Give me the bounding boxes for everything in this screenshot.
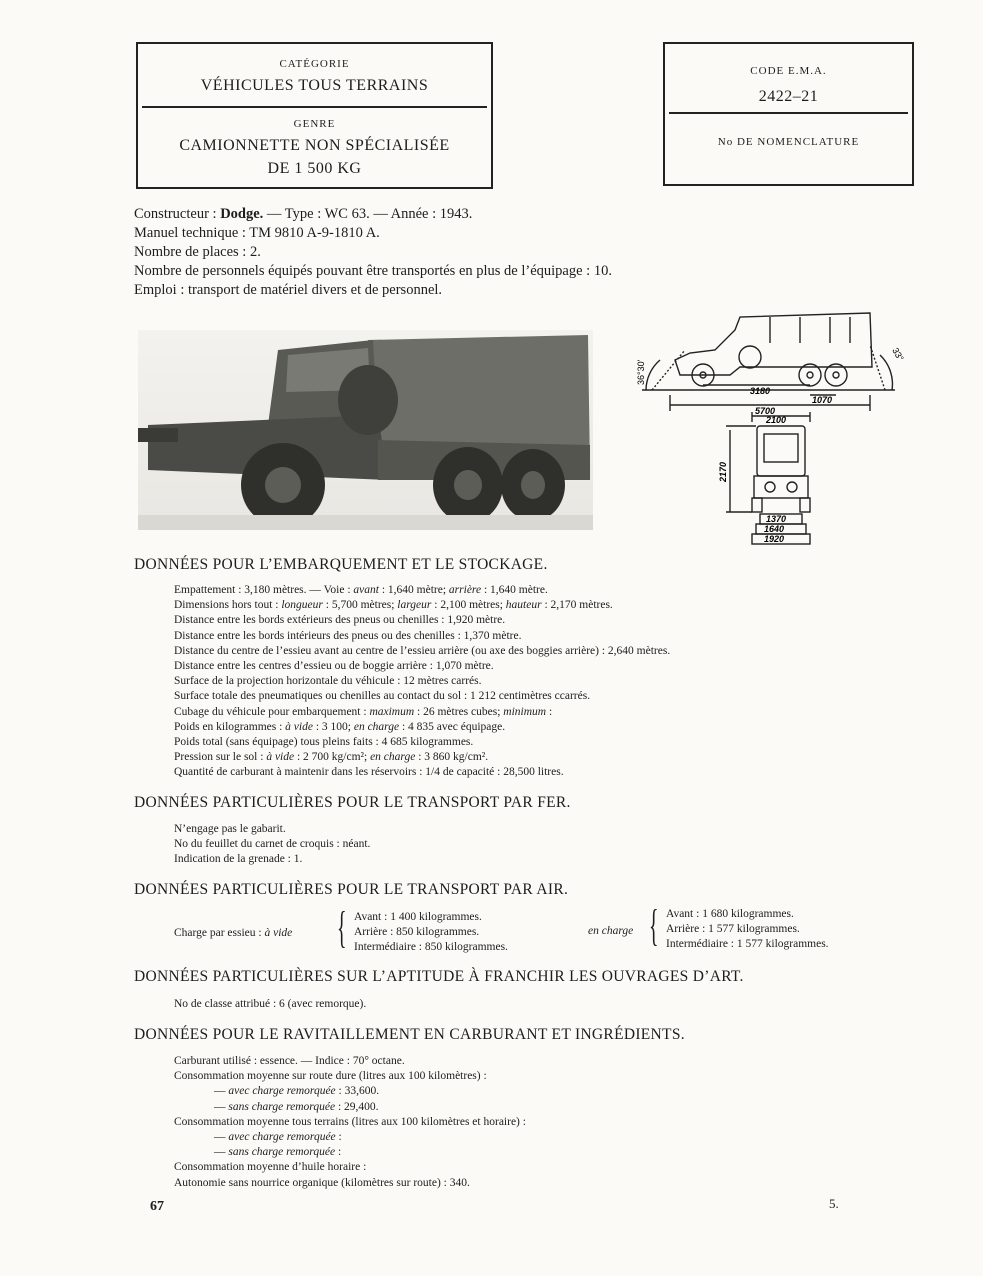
code-box — [663, 42, 914, 186]
sketch-sheet-row: No du feuillet du carnet de croquis : néant. — [174, 838, 371, 851]
total-weight-row: Poids total (sans équipage) tous pleins faits : 4 685 kilogrammes. — [174, 736, 474, 749]
page-number-right: 5. — [829, 1196, 839, 1211]
code-label: CODE E.M.A. — [750, 65, 827, 77]
code-value: 2422–21 — [758, 88, 819, 105]
terrain-consumption-row: Consommation moyenne tous terrains (litres aux 100 kilomètres et horaire) : — [174, 1115, 526, 1128]
section-embarkation-body — [174, 583, 670, 781]
empty-rear: Arrière : 850 kilogrammes. — [354, 926, 480, 939]
fuel-quantity-row: Quantité de carburant à maintenir dans les réservoirs : 1/4 de capacité : 28,500 litres. — [174, 766, 564, 779]
section-title-fuel: DONNÉES POUR LE RAVITAILLEMENT EN CARBURANT ET INGRÉDIENTS. — [134, 1026, 685, 1043]
section-title-embarkation: DONNÉES POUR L’EMBARQUEMENT ET LE STOCKAGE. — [134, 556, 548, 573]
contact-surface-row: Surface totale des pneumatiques ou chenilles au contact du sol : 1 212 centimètres ccarrés. — [174, 690, 591, 703]
grenade-row: Indication de la grenade : 1. — [174, 853, 303, 866]
bogie-distance-row: Distance entre les centres d’essieu ou de boggie arrière : 1,070 mètre. — [174, 660, 494, 673]
category-value: VÉHICULES TOUS TERRAINS — [200, 77, 429, 94]
divider — [669, 112, 908, 114]
brace-loaded: { — [649, 901, 659, 950]
divider — [142, 106, 487, 108]
side-view-diagram — [630, 305, 906, 420]
constructor-label: Constructeur : — [134, 206, 221, 222]
terrain-without-trailer-row: — sans charge remorquée : — [214, 1146, 342, 1159]
page-number-left: 67 — [150, 1199, 164, 1214]
road-without-trailer-row: — sans charge remorquée : 29,400. — [214, 1100, 379, 1113]
gauge-row: N’engage pas le gabarit. — [174, 823, 286, 835]
angle-front-label: 36°30' — [636, 359, 646, 385]
loaded-rear: Arrière : 1 577 kilogrammes. — [666, 923, 800, 936]
terrain-with-trailer-row: — avec charge remorquée : — [214, 1131, 342, 1144]
category-box — [136, 42, 493, 189]
fuel-type-row: Carburant utilisé : essence. — Indice : 70° octane. — [174, 1055, 405, 1067]
empty-loads — [354, 910, 508, 956]
type-year: — Type : WC 63. — Année : 1943. — [263, 206, 473, 222]
category-label: CATÉGORIE — [279, 58, 350, 70]
weight-row: Poids en kilogrammes : à vide : 3 100; en charge : 4 835 avec équipage. — [174, 720, 506, 733]
section-title-air: DONNÉES PARTICULIÈRES POUR LE TRANSPORT PAR AIR. — [134, 881, 569, 898]
brace-empty: { — [337, 903, 347, 952]
track-label: 1640 — [764, 524, 785, 534]
outer-width-label: 1920 — [764, 534, 785, 544]
front-view-diagram — [712, 412, 822, 547]
section-fuel-body — [174, 1054, 526, 1191]
axle-load-label: Charge par essieu : à vide — [174, 927, 293, 939]
nomenclature-label: No DE NOMENCLATURE — [717, 136, 860, 148]
section-title-bridges: DONNÉES PARTICULIÈRES SUR L’APTITUDE À FRANCHIR LES OUVRAGES D’ART. — [134, 968, 744, 985]
outer-distance-row: Distance entre les bords extérieurs des pneus ou chenilles : 1,920 mètre. — [174, 614, 506, 627]
personnel-line: Nombre de personnels équipés pouvant être transportés en plus de l’équipage : 10. — [134, 263, 612, 279]
inner-distance-row: Distance entre les bords intérieurs des pneus ou des chenilles : 1,370 mètre. — [174, 629, 522, 642]
road-consumption-row: Consommation moyenne sur route dure (litres aux 100 kilomètres) : — [174, 1070, 487, 1083]
manual-line: Manuel technique : TM 9810 A-9-1810 A. — [134, 225, 380, 241]
intro-block — [134, 205, 612, 300]
projection-row: Surface de la projection horizontale du véhicule : 12 mètres carrés. — [174, 675, 482, 688]
loaded-label: en charge — [588, 925, 634, 937]
usage-line: Emploi : transport de matériel divers et de personnel. — [134, 282, 443, 298]
genre-line2: DE 1 500 KG — [267, 160, 362, 177]
genre-line1: CAMIONNETTE NON SPÉCIALISÉE — [179, 137, 450, 154]
height-label: 2170 — [718, 461, 728, 482]
width-label: 2100 — [766, 415, 787, 425]
bogie-label: 1070 — [812, 395, 833, 405]
loaded-middle: Intermédiaire : 1 577 kilogrammes. — [666, 938, 829, 951]
genre-label: GENRE — [293, 118, 336, 130]
empty-middle: Intermédiaire : 850 kilogrammes. — [354, 941, 508, 954]
constructor-line — [134, 205, 612, 224]
ground-pressure-row: Pression sur le sol : à vide : 2 700 kg/cm²; en charge : 3 860 kg/cm². — [174, 751, 489, 764]
axle-distance-row: Distance du centre de l’essieu avant au centre de l’essieu arrière (ou axe des boggies arrière) : 2,640 mètres. — [174, 644, 671, 657]
volume-row: Cubage du véhicule pour embarquement : maximum : 26 mètres cubes; minimum : — [174, 705, 553, 718]
empty-front: Avant : 1 400 kilogrammes. — [354, 911, 482, 923]
section-rail-body — [174, 822, 370, 868]
section-title-rail: DONNÉES PARTICULIÈRES POUR LE TRANSPORT PAR FER. — [134, 794, 571, 811]
angle-rear-label: 33° — [890, 346, 906, 363]
seats-line: Nombre de places : 2. — [134, 244, 261, 260]
oil-consumption-row: Consommation moyenne d’huile horaire : — [174, 1161, 367, 1174]
truck-photo — [138, 330, 593, 530]
dimensions-row: Dimensions hors tout : longueur : 5,700 mètres; largeur : 2,100 mètres; hauteur : 2,170 mètres. — [174, 599, 613, 612]
loaded-front: Avant : 1 680 kilogrammes. — [666, 908, 794, 920]
road-with-trailer-row: — avec charge remorquée : 33,600. — [214, 1085, 380, 1098]
wheelbase-label: 3180 — [750, 386, 771, 396]
inner-track-label: 1370 — [766, 514, 787, 524]
class-row: No de classe attribué : 6 (avec remorque). — [174, 998, 367, 1010]
wheelbase-row: Empattement : 3,180 mètres. — Voie : avant : 1,640 mètre; arrière : 1,640 mètre. — [174, 584, 548, 596]
loaded-loads — [666, 907, 829, 953]
range-row: Autonomie sans nourrice organique (kilomètres sur route) : 340. — [174, 1176, 470, 1189]
constructor-name: Dodge. — [220, 206, 264, 222]
length-label: 5700 — [755, 406, 776, 416]
